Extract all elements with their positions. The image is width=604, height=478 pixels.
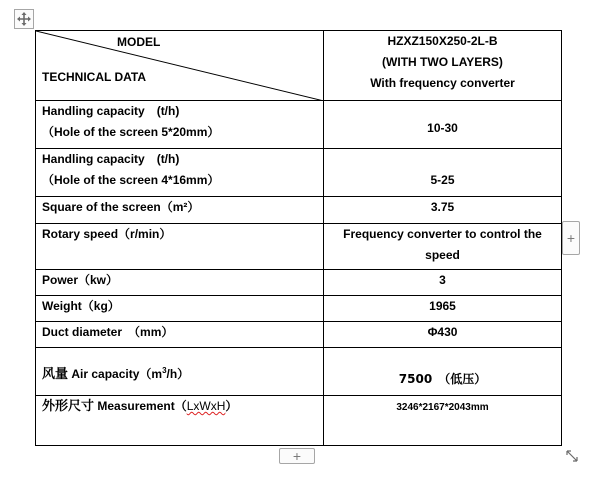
- air-capacity-label-cn: 风量: [42, 367, 69, 382]
- table-move-handle[interactable]: [14, 9, 34, 29]
- handling-capacity-label: Handling capacity (t/h): [42, 152, 180, 166]
- measurement-label-tail: ）: [225, 399, 238, 413]
- value-cell[interactable]: [324, 348, 562, 396]
- technical-data-label: TECHNICAL DATA: [42, 70, 146, 84]
- label-cell[interactable]: [36, 270, 324, 296]
- air-capacity-value: 7500 （低压）: [398, 372, 487, 386]
- duct-diameter-label: Duct diameter （mm）: [42, 325, 174, 339]
- header-diagonal-cell[interactable]: [36, 31, 324, 101]
- weight-value: 1965: [429, 299, 456, 313]
- power-label: Power（kw）: [42, 273, 119, 287]
- model-label: MODEL: [117, 35, 161, 49]
- screen-hole-label: （Hole of the screen 4*16mm）: [42, 173, 220, 187]
- value-cell[interactable]: [324, 149, 562, 197]
- power-value: 3: [439, 273, 446, 287]
- rotary-speed-value-cont: speed: [425, 248, 460, 262]
- measurement-value: 3246*2167*2043mm: [396, 402, 489, 413]
- table-row: [36, 224, 562, 270]
- model-number: HZXZ150X250-2L-B: [387, 34, 498, 48]
- screen-square-value: 3.75: [430, 200, 455, 214]
- model-value-cell[interactable]: [324, 31, 562, 101]
- value-cell[interactable]: [324, 197, 562, 224]
- rotary-speed-value: Frequency converter to control the: [343, 227, 542, 241]
- air-capacity-label: [42, 348, 317, 385]
- diagonal-line: [36, 31, 324, 101]
- handling-capacity-label: Handling capacity (t/h): [42, 104, 180, 118]
- value-cell[interactable]: [324, 296, 562, 322]
- table-row: [36, 31, 562, 101]
- spec-table: [35, 30, 562, 446]
- air-capacity-label-en: Air capacity（m: [68, 367, 163, 381]
- label-cell[interactable]: [36, 101, 324, 149]
- table-row: [36, 348, 562, 396]
- add-column-button[interactable]: [562, 221, 580, 255]
- measurement-label-cn: 外形尺寸: [42, 399, 95, 414]
- table-row: [36, 270, 562, 296]
- label-cell[interactable]: [36, 197, 324, 224]
- plus-icon: +: [566, 230, 576, 246]
- value-cell[interactable]: [324, 224, 562, 270]
- measurement-label-en: Measurement（: [94, 399, 187, 413]
- screen-square-label: Square of the screen（m²）: [42, 200, 200, 214]
- model-layers: (WITH TWO LAYERS): [382, 55, 503, 69]
- rotary-speed-label: Rotary speed（r/min）: [42, 227, 172, 241]
- value-cell[interactable]: [324, 396, 562, 446]
- screen-hole-label: （Hole of the screen 5*20mm）: [42, 125, 220, 139]
- air-capacity-label-sup: 3: [162, 366, 167, 375]
- measurement-label: [42, 399, 237, 413]
- weight-label: Weight（kg）: [42, 299, 120, 313]
- table-row: [36, 322, 562, 348]
- move-icon: [17, 12, 31, 26]
- label-cell[interactable]: [36, 396, 324, 446]
- value-cell[interactable]: [324, 101, 562, 149]
- add-row-button[interactable]: [279, 448, 315, 464]
- handling-capacity-value: 10-30: [427, 121, 458, 135]
- measurement-label-lxwxh: LxWxH: [186, 399, 226, 413]
- value-cell[interactable]: [324, 270, 562, 296]
- model-converter: With frequency converter: [370, 76, 515, 90]
- plus-icon: +: [292, 448, 302, 464]
- resize-icon: [565, 449, 579, 463]
- table-row: [36, 396, 562, 446]
- label-cell[interactable]: [36, 348, 324, 396]
- label-cell[interactable]: [36, 224, 324, 270]
- table-row: [36, 296, 562, 322]
- label-cell[interactable]: [36, 296, 324, 322]
- air-capacity-label-tail: /h）: [166, 367, 190, 381]
- table-row: [36, 101, 562, 149]
- table-resize-handle[interactable]: [563, 447, 581, 465]
- table-row: [36, 197, 562, 224]
- value-cell[interactable]: [324, 322, 562, 348]
- duct-diameter-value: Φ430: [427, 325, 458, 339]
- label-cell[interactable]: [36, 149, 324, 197]
- label-cell[interactable]: [36, 322, 324, 348]
- handling-capacity-value: 5-25: [430, 173, 455, 187]
- table-row: [36, 149, 562, 197]
